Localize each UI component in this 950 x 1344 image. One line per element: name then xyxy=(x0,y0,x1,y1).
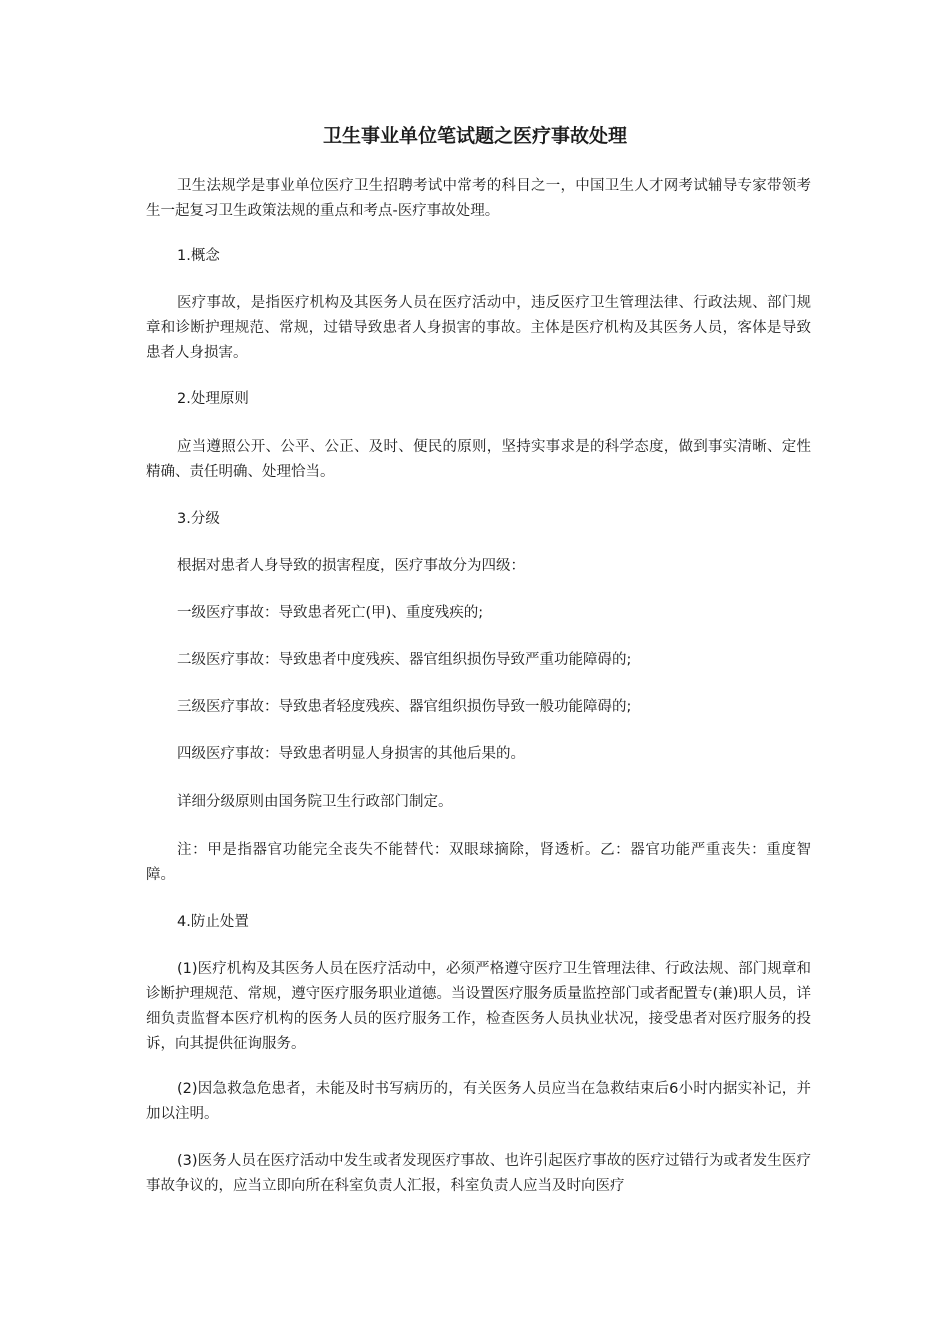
section-heading-grading: 3.分级 xyxy=(177,511,220,527)
intro-paragraph: 卫生法规学是事业单位医疗卫生招聘考试中常考的科目之一，中国卫生人才网考试辅导专家带领考生一起复习卫生政策法规的重点和考点-医疗事故处理。 xyxy=(146,178,811,219)
grade-one-paragraph: 一级医疗事故：导致患者死亡(甲)、重度残疾的; xyxy=(177,605,484,621)
prevention-paragraph-3: (3)医务人员在医疗活动中发生或者发现医疗事故、也许引起医疗事故的医疗过错行为或者发生医疗事故争议的，应当立即向所在科室负责人汇报，科室负责人应当及时向医疗 xyxy=(146,1153,811,1194)
grade-four-paragraph: 四级医疗事故：导致患者明显人身损害的其他后果的。 xyxy=(177,746,525,762)
section-heading-prevention: 4.防止处置 xyxy=(177,914,249,930)
document-title: 卫生事业单位笔试题之医疗事故处理 xyxy=(322,125,627,147)
section-heading-concept: 1.概念 xyxy=(177,248,220,264)
grading-note-paragraph: 注：甲是指器官功能完全丧失不能替代：双眼球摘除，肾透析。乙：器官功能严重丧失：重度智障。 xyxy=(146,842,811,883)
grading-rule-paragraph: 详细分级原则由国务院卫生行政部门制定。 xyxy=(177,794,453,810)
section-heading-principles: 2.处理原则 xyxy=(177,391,249,407)
prevention-paragraph-1: (1)医疗机构及其医务人员在医疗活动中，必须严格遵守医疗卫生管理法律、行政法规、部门规章和诊断护理规范、常规，遵守医疗服务职业道德。当设置医疗服务质量监控部门或者配置专(兼)职人员，详细负责监督本医疗机构的医务人员的医疗服务工作，检查医务人员执业状况，接受患者对医疗服务的投诉，向其提供征询服务。 xyxy=(146,961,811,1052)
principles-paragraph: 应当遵照公开、公平、公正、及时、便民的原则，坚持实事求是的科学态度，做到事实清晰、定性精确、责任明确、处理恰当。 xyxy=(146,439,811,480)
grade-two-paragraph: 二级医疗事故：导致患者中度残疾、器官组织损伤导致严重功能障碍的; xyxy=(177,652,632,668)
grade-three-paragraph: 三级医疗事故：导致患者轻度残疾、器官组织损伤导致一般功能障碍的; xyxy=(177,699,632,715)
concept-paragraph: 医疗事故，是指医疗机构及其医务人员在医疗活动中，违反医疗卫生管理法律、行政法规、部门规章和诊断护理规范、常规，过错导致患者人身损害的事故。主体是医疗机构及其医务人员，客体是导致患者人身损害。 xyxy=(146,295,811,361)
prevention-paragraph-2: (2)因急救急危患者，未能及时书写病历的，有关医务人员应当在急救结束后6小时内据实补记，并加以注明。 xyxy=(146,1081,811,1122)
grading-intro-paragraph: 根据对患者人身导致的损害程度，医疗事故分为四级： xyxy=(177,558,525,574)
